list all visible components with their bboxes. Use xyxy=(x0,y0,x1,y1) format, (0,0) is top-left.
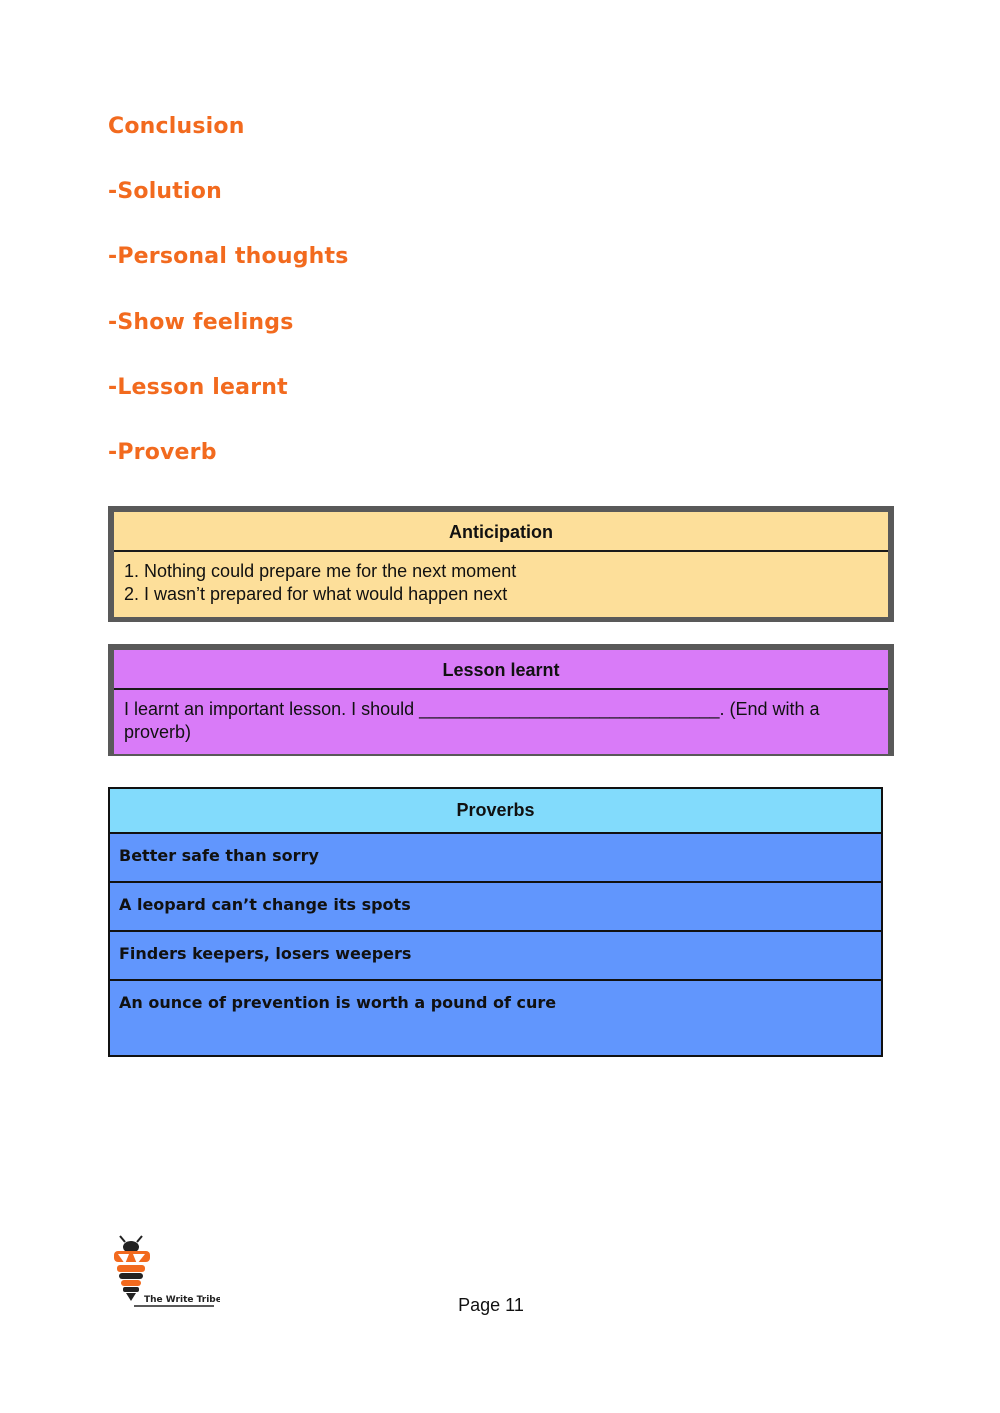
proverb-row: Better safe than sorry xyxy=(110,834,881,883)
proverb-row: Finders keepers, losers weepers xyxy=(110,932,881,981)
proverb-row: An ounce of prevention is worth a pound of cure xyxy=(119,993,557,1012)
anticipation-title: Anticipation xyxy=(114,512,888,552)
proverbs-title: Proverbs xyxy=(110,789,881,834)
anticipation-body xyxy=(114,552,888,614)
lesson-learnt-title: Lesson learnt xyxy=(114,650,888,690)
anticipation-line: 1. Nothing could prepare me for the next moment xyxy=(124,561,517,581)
anticipation-line: 2. I wasn’t prepared for what would happen next xyxy=(124,584,508,604)
heading-proverb: -Proverb xyxy=(108,440,217,465)
heading-lesson-learnt: -Lesson learnt xyxy=(108,375,288,400)
heading-solution: -Solution xyxy=(108,179,222,204)
heading-personal-thoughts: -Personal thoughts xyxy=(108,244,349,269)
anticipation-box xyxy=(108,506,894,622)
logo-text: The Write Tribe xyxy=(144,1295,220,1305)
lesson-learnt-text: I learnt an important lesson. I should ______________________________. (End with a proverb) xyxy=(124,699,820,742)
heading-show-feelings: -Show feelings xyxy=(108,310,294,335)
heading-conclusion: Conclusion xyxy=(108,114,245,139)
page-number: Page 11 xyxy=(458,1295,524,1315)
proverb-row: A leopard can’t change its spots xyxy=(110,883,881,932)
lesson-learnt-box xyxy=(108,644,894,756)
proverbs-table xyxy=(108,787,883,1057)
